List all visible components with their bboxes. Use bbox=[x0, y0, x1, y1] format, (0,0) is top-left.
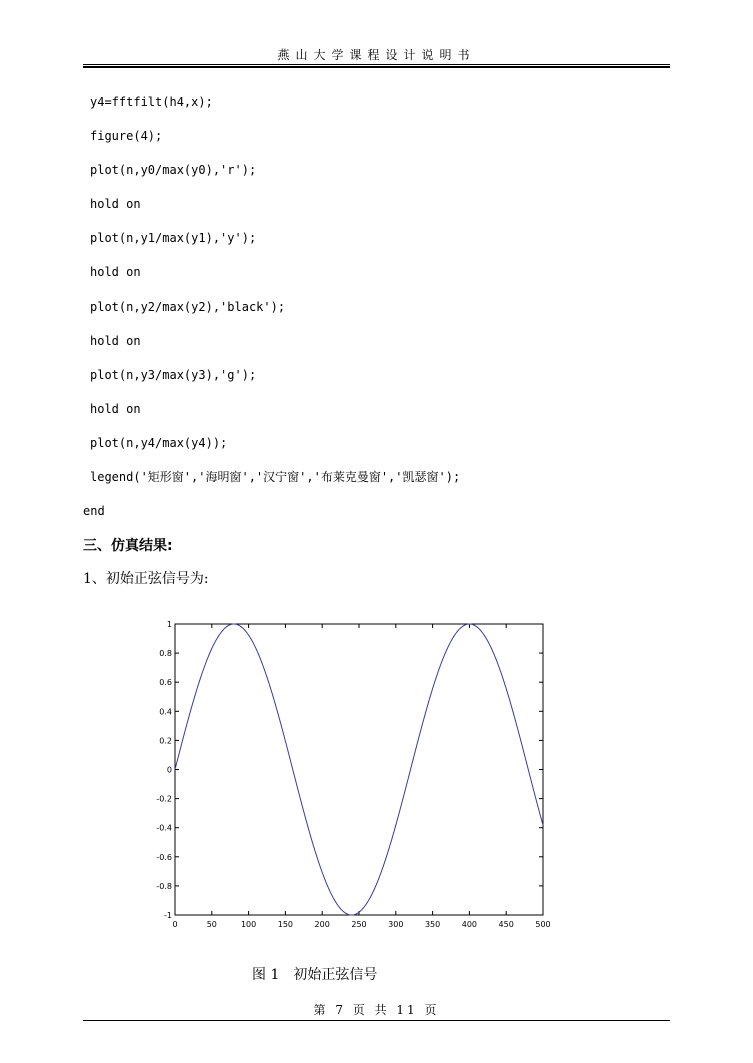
section-heading: 三、仿真结果: bbox=[83, 538, 173, 554]
y-tick-label: -0.2 bbox=[156, 794, 172, 804]
x-tick-label: 250 bbox=[351, 920, 367, 929]
x-tick-label: 200 bbox=[314, 920, 330, 929]
figure-caption-text: 初始正弦信号 bbox=[293, 967, 378, 983]
code-block bbox=[83, 92, 461, 535]
y-tick-label: 0.8 bbox=[159, 649, 172, 659]
x-tick-label: 400 bbox=[461, 920, 478, 929]
y-tick-label: 0.4 bbox=[159, 707, 172, 717]
y-tick-label: -0.8 bbox=[156, 881, 172, 891]
header-rule-thick bbox=[83, 66, 670, 68]
y-tick-label: 1 bbox=[166, 620, 172, 629]
code-line: hold on bbox=[90, 333, 141, 348]
code-line: y4=fftfilt(h4,x); bbox=[90, 95, 213, 109]
code-line: figure(4); bbox=[90, 129, 163, 144]
y-tick-label: 0 bbox=[166, 765, 172, 775]
x-tick-label: 450 bbox=[498, 920, 514, 929]
y-tick-label: -0.4 bbox=[156, 823, 172, 833]
x-tick-label: 0 bbox=[172, 920, 178, 929]
x-tick-label: 500 bbox=[535, 920, 551, 929]
code-line: plot(n,y3/max(y3),'g'); bbox=[90, 367, 257, 382]
code-line: plot(n,y2/max(y2),'black'); bbox=[90, 299, 286, 314]
code-line: plot(n,y1/max(y1),'y'); bbox=[90, 231, 257, 246]
page-header-title: 燕山大学课程设计说明书 bbox=[277, 48, 476, 62]
y-tick-label: -1 bbox=[164, 911, 172, 920]
code-line: legend('矩形窗','海明窗','汉宁窗','布莱克曼窗','凯瑟窗'); bbox=[90, 470, 461, 485]
x-tick-label: 150 bbox=[277, 920, 294, 929]
figure-caption bbox=[252, 964, 377, 984]
code-line: hold on bbox=[90, 401, 141, 416]
y-tick-label: 0.6 bbox=[159, 678, 172, 688]
x-tick-label: 300 bbox=[388, 920, 404, 929]
code-line: plot(n,y4/max(y4)); bbox=[90, 435, 228, 450]
code-line: plot(n,y0/max(y0),'r'); bbox=[90, 163, 257, 178]
code-line: hold on bbox=[90, 265, 141, 280]
x-tick-label: 50 bbox=[206, 920, 217, 929]
x-tick-label: 100 bbox=[240, 920, 257, 929]
figure-frame bbox=[143, 602, 560, 950]
x-tick-label: 350 bbox=[424, 920, 441, 929]
y-tick-label: -0.6 bbox=[156, 852, 172, 862]
code-line: hold on bbox=[90, 197, 141, 212]
sine-chart bbox=[143, 602, 560, 950]
footer-rule bbox=[83, 1020, 670, 1021]
header-rule-thin bbox=[83, 64, 670, 65]
plot-area bbox=[175, 624, 543, 915]
subsection-heading: 1、初始正弦信号为: bbox=[83, 571, 209, 587]
figure-label: 图 1 bbox=[252, 967, 280, 983]
page-number: 第 7 页 共 11 页 bbox=[313, 1003, 440, 1017]
y-tick-label: 0.2 bbox=[159, 736, 172, 746]
code-line: end bbox=[83, 504, 105, 519]
